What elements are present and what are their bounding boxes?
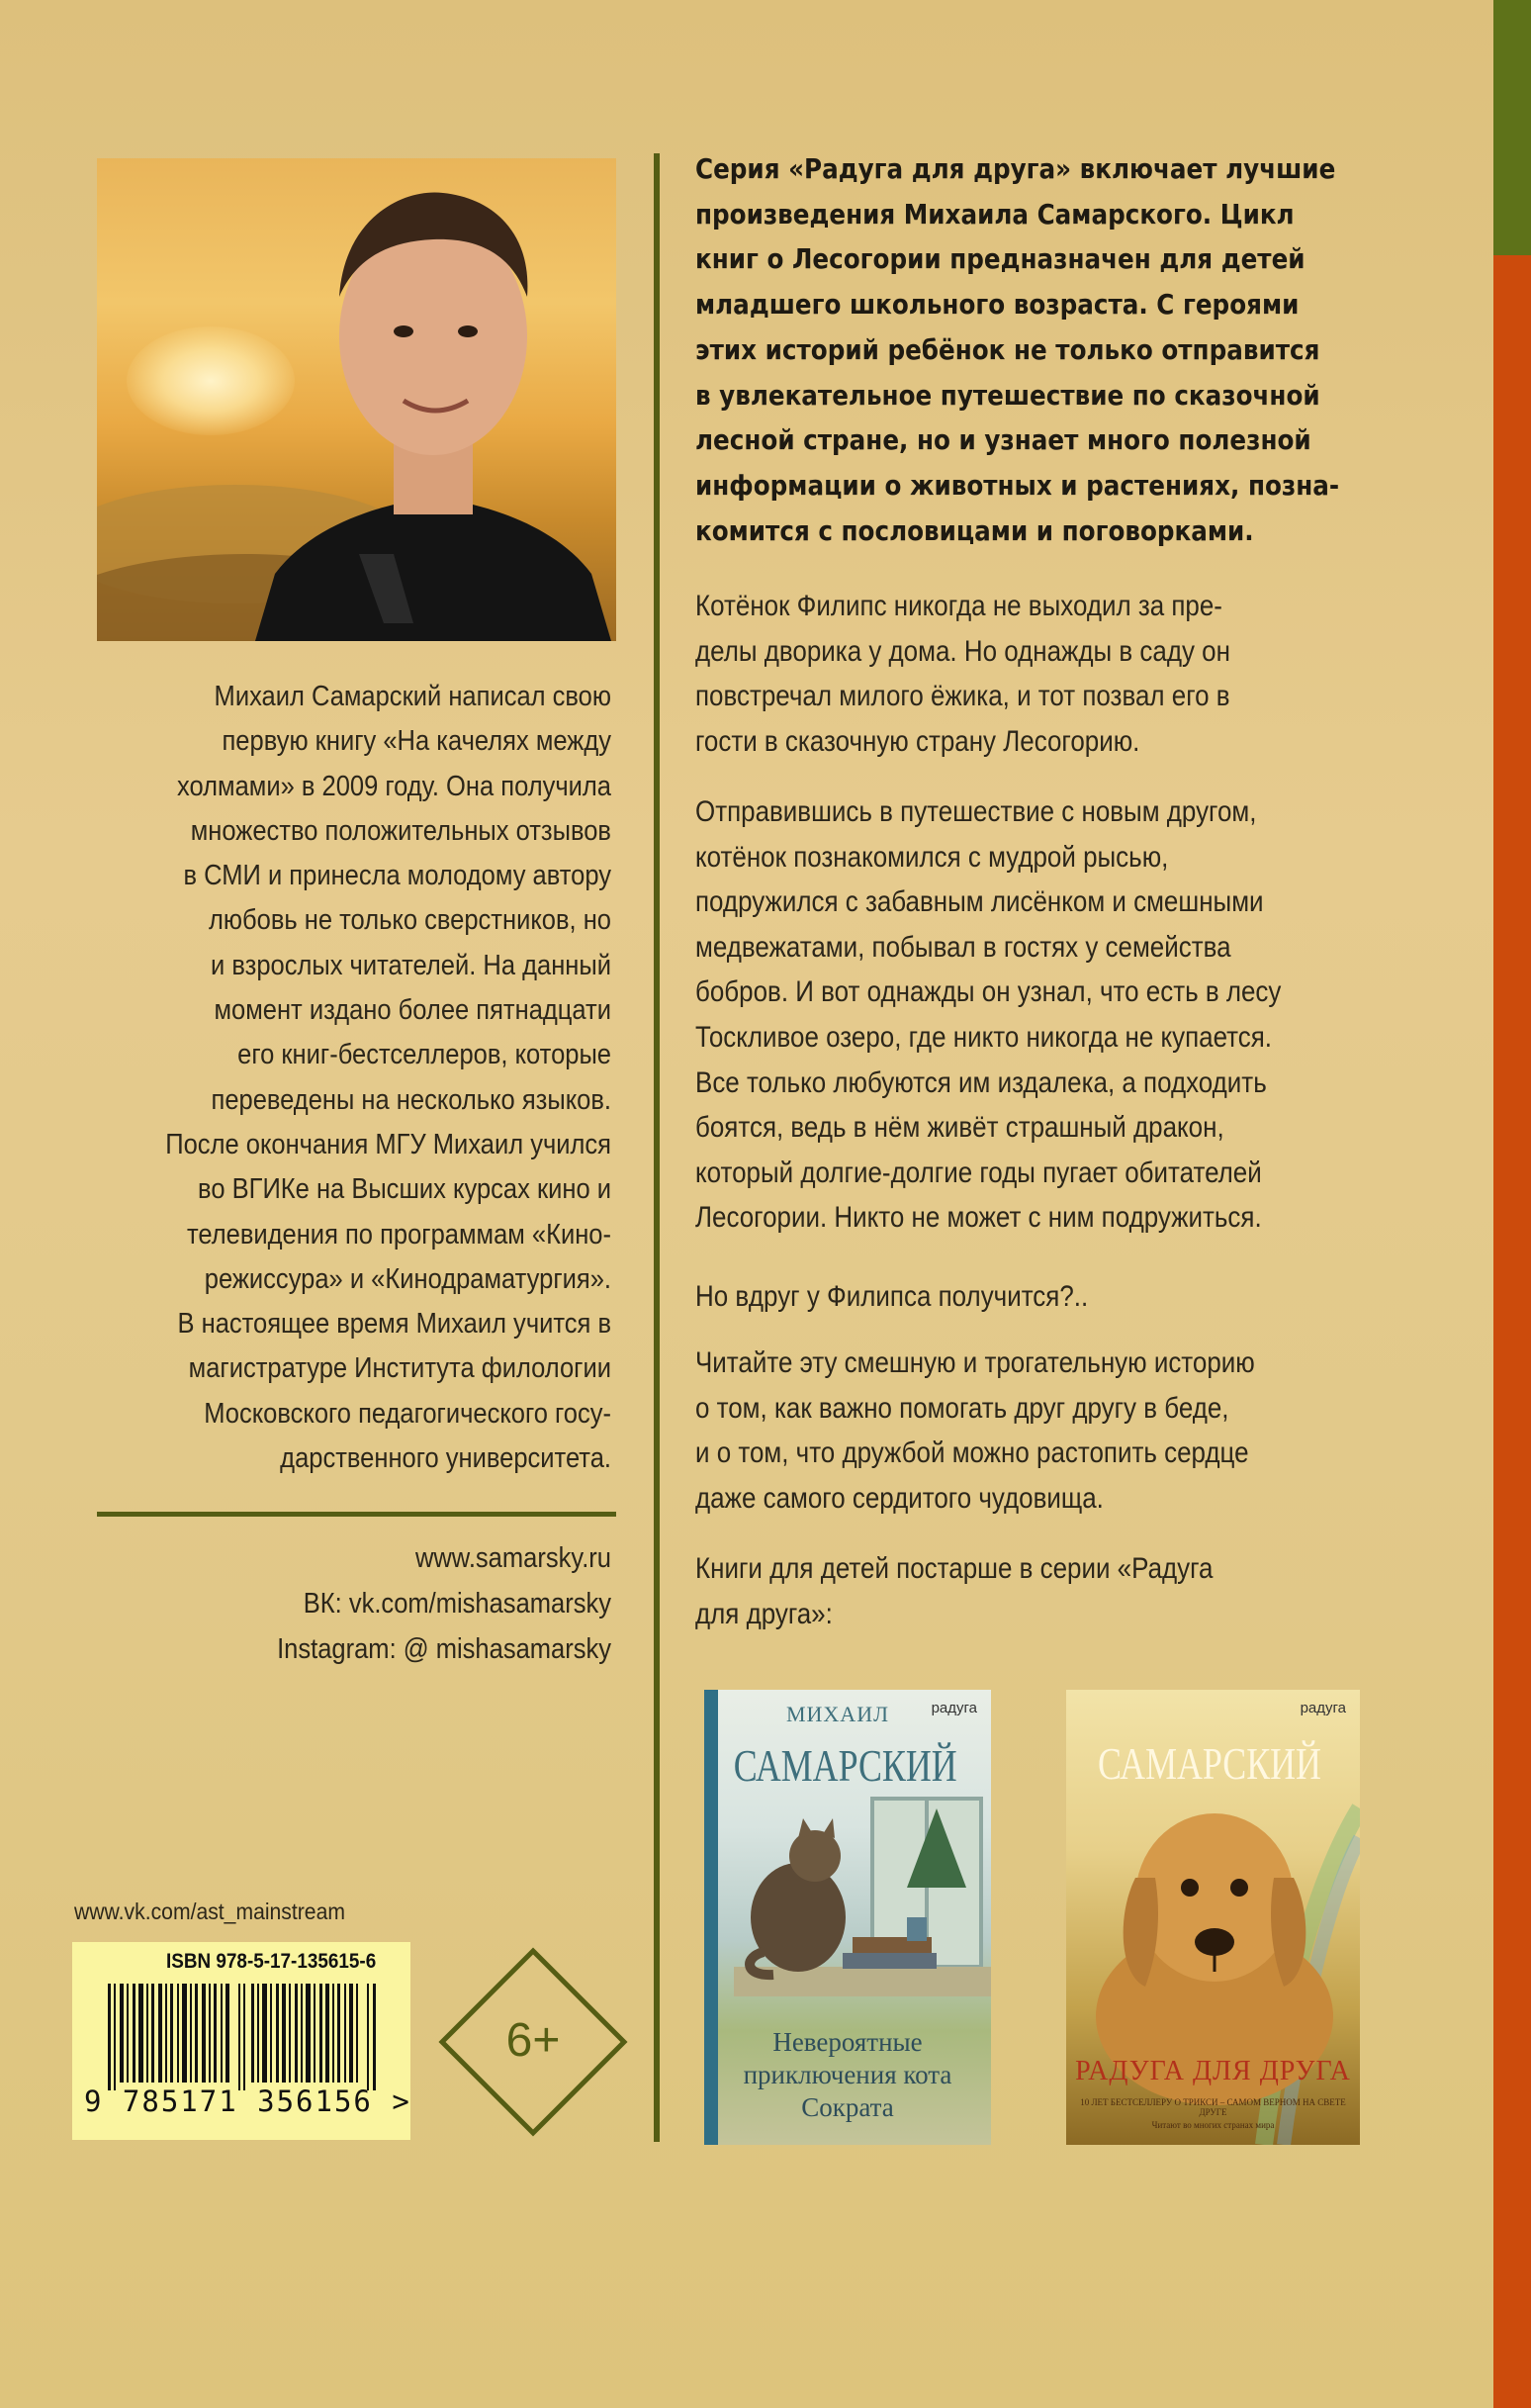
- instagram-link[interactable]: Instagram: @ mishasamarsky: [277, 1633, 611, 1665]
- text-line: Все только любуются им издалека, а подходить: [695, 1065, 1267, 1099]
- bio-line: холмами» в 2009 году. Она получила: [177, 770, 612, 802]
- spine-edge-orange: [1493, 255, 1531, 2408]
- text-line: Лесогории. Никто не может с ним подружиться.: [695, 1201, 1262, 1235]
- spine-edge-olive: [1493, 0, 1531, 255]
- bio-line: множество положительных отзывов: [190, 814, 611, 847]
- bio-line: Московского педагогического госу-: [204, 1397, 611, 1430]
- bio-line: После окончания МГУ Михаил учился: [165, 1128, 611, 1160]
- isbn-number: ISBN 978-5-17-135615-6: [166, 1950, 377, 1973]
- lead-line: лесной стране, но и узнает много полезной: [695, 423, 1311, 457]
- text-line: бобров. И вот однажды он узнал, что есть в лесу: [695, 975, 1282, 1009]
- book-cover-raduga[interactable]: [1066, 1690, 1360, 2145]
- bio-divider: [97, 1512, 616, 1517]
- text-line: даже самого сердитого чудовища.: [695, 1481, 1104, 1515]
- bio-line: переведены на несколько языков.: [211, 1083, 611, 1116]
- bio-line: и взрослых читателей. На данный: [211, 949, 611, 981]
- cover-author-last: САМАРСКИЙ: [1098, 1738, 1321, 1789]
- bio-line: в СМИ и принесла молодому автору: [183, 860, 612, 892]
- author-photo: [97, 158, 616, 641]
- barcode-digits: 9 785171 356156 >: [84, 2084, 411, 2118]
- author-bio: [143, 675, 611, 1481]
- synopsis-paragraph-4: [695, 1341, 1457, 1521]
- bio-line: любовь не только сверстников, но: [209, 904, 611, 937]
- bio-line: его книг-бестселлеров, которые: [237, 1039, 611, 1071]
- lead-line: книг о Лесогории предназначен для детей: [695, 242, 1306, 276]
- text-line: Котёнок Филипс никогда не выходил за пре-: [695, 590, 1222, 622]
- text-line: Но вдруг у Филипса получится?..: [695, 1280, 1089, 1313]
- publisher-vk-link[interactable]: www.vk.com/ast_mainstream: [74, 1899, 345, 1924]
- bio-line: во ВГИКе на Высших курсах кино и: [198, 1173, 611, 1206]
- age-rating: 6+: [505, 2014, 561, 2067]
- bio-line: дарственного университета.: [280, 1442, 611, 1475]
- column-divider: [654, 153, 660, 2142]
- vk-link[interactable]: ВК: vk.com/mishasamarsky: [303, 1588, 611, 1620]
- lead-line: комится с пословицами и поговорками.: [695, 513, 1254, 547]
- barcode-bars: [108, 1984, 380, 2090]
- cover-tagline: 10 ЛЕТ БЕСТСЕЛЛЕРУ О ТРИКСИ – САМОМ ВЕРНОМ НА СВЕТЕ ДРУГЕ: [1080, 2097, 1346, 2117]
- lead-line: в увлекательное путешествие по сказочной: [695, 378, 1320, 412]
- series-intro: [695, 146, 1457, 553]
- synopsis-paragraph-3: [695, 1274, 1457, 1320]
- text-line: который долгие-долгие годы пугает обитателей: [695, 1156, 1262, 1189]
- bio-line: режиссура» и «Кинодраматургия».: [204, 1262, 611, 1295]
- bio-line: магистратуре Института филологии: [188, 1352, 611, 1385]
- lead-line: младшего школьного возраста. С героями: [695, 288, 1300, 322]
- synopsis-paragraph-2: [695, 789, 1457, 1241]
- lead-line: произведения Михаила Самарского. Цикл: [695, 197, 1295, 231]
- text-line: боятся, ведь в нём живёт страшный дракон,: [695, 1111, 1224, 1145]
- text-line: Тоскливое озеро, где никто никогда не купается.: [695, 1020, 1273, 1054]
- text-line: делы дворика у дома. Но однажды в саду он: [695, 634, 1230, 668]
- bio-line: Михаил Самарский написал свою: [214, 681, 611, 712]
- synopsis-paragraph-1: [695, 584, 1457, 764]
- text-line: Книги для детей постарше в серии «Радуга: [695, 1552, 1214, 1585]
- isbn-barcode: [72, 1942, 410, 2140]
- cover-author-first: МИХАИЛ: [785, 1702, 890, 1726]
- bio-line: В настоящее время Михаил учится в: [177, 1308, 612, 1341]
- cover-tagline-2: Читают во многих странах мира: [1151, 2120, 1275, 2130]
- text-line: о том, как важно помогать друг другу в беде,: [695, 1391, 1229, 1425]
- cover-title: РАДУГА ДЛЯ ДРУГА: [1075, 2056, 1351, 2086]
- bio-line: первую книгу «На качелях между: [222, 725, 611, 758]
- text-line: и о том, что дружбой можно растопить сердце: [695, 1436, 1249, 1470]
- lead-line: Серия «Радуга для друга» включает лучшие: [695, 152, 1336, 185]
- text-line: медвежатами, побывал в гостях у семейства: [695, 930, 1231, 964]
- cover-author-last: САМАРСКИЙ: [733, 1740, 957, 1791]
- text-line: гости в сказочную страну Лесогорию.: [695, 724, 1140, 758]
- bio-line: момент издано более пятнадцати: [214, 994, 611, 1027]
- cover-title: Невероятные приключения кота Сократа: [743, 2027, 952, 2122]
- lead-line: этих историй ребёнок не только отправится: [695, 332, 1320, 366]
- site-link[interactable]: www.samarsky.ru: [414, 1542, 611, 1574]
- text-line: Читайте эту смешную и трогательную историю: [695, 1346, 1255, 1379]
- cover-publisher: радуга: [1300, 1700, 1346, 1716]
- book-cover-sokrat[interactable]: [704, 1690, 991, 2145]
- series-books-intro: [695, 1546, 1457, 1636]
- author-links: [160, 1535, 611, 1672]
- text-line: повстречал милого ёжика, и тот позвал его в: [695, 680, 1230, 713]
- cover-publisher: радуга: [931, 1700, 977, 1716]
- lead-line: информации о животных и растениях, позна-: [695, 468, 1340, 502]
- bio-line: телевидения по программам «Кино-: [186, 1218, 611, 1250]
- text-line: котёнок познакомился с мудрой рысью,: [695, 840, 1169, 874]
- text-line: для друга»:: [695, 1597, 833, 1630]
- text-line: Отправившись в путешествие с новым другом,: [695, 795, 1257, 828]
- author-portrait-figure: [245, 158, 616, 641]
- text-line: подружился с забавным лисёнком и смешными: [695, 885, 1264, 919]
